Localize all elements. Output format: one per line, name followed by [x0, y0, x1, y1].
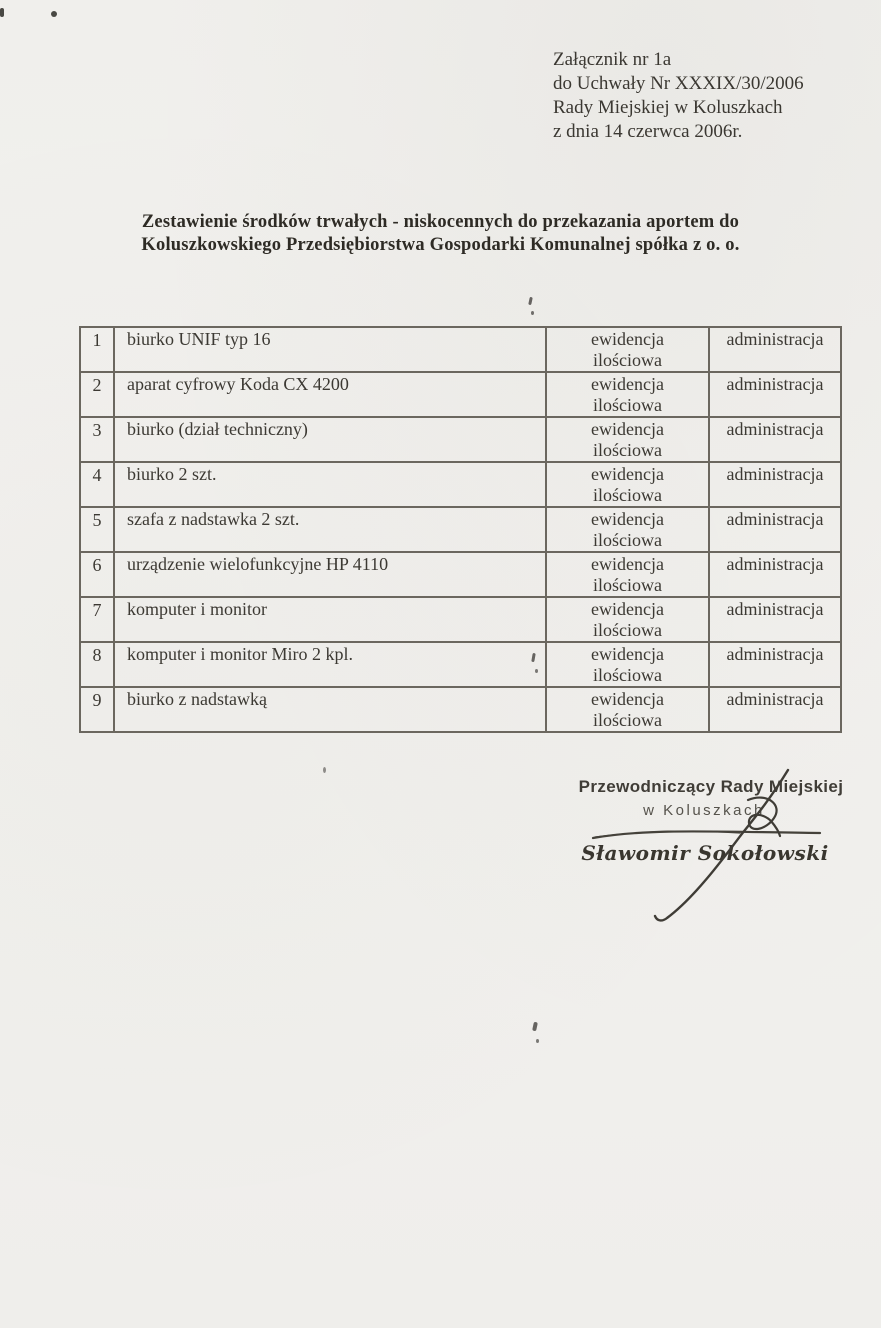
- table-row: [80, 507, 841, 552]
- department-cell: administracja: [709, 417, 841, 462]
- item-cell: biurko z nadstawką: [114, 687, 546, 732]
- record-type-cell: ewidencja ilościowa: [546, 552, 709, 597]
- row-number-cell: 2: [80, 372, 114, 417]
- record-type-cell: ewidencja ilościowa: [546, 597, 709, 642]
- record-type-cell: ewidencja ilościowa: [546, 327, 709, 372]
- stamp-location-line: w Koluszkach: [643, 802, 765, 819]
- department-cell: administracja: [709, 597, 841, 642]
- handwritten-signature-stroke: [555, 755, 855, 940]
- header-resolution-line: do Uchwały Nr XXXIX/30/2006: [553, 73, 804, 94]
- header-attachment-line: Załącznik nr 1a: [553, 49, 672, 70]
- stamp-title-line: Przewodniczący Rady Miejskiej: [578, 777, 844, 796]
- item-cell: aparat cyfrowy Koda CX 4200: [114, 372, 546, 417]
- scan-speck: [51, 11, 57, 17]
- stamp-signer-name: Sławomir Sokołowski: [581, 841, 829, 865]
- table-row: [80, 417, 841, 462]
- row-number-cell: 7: [80, 597, 114, 642]
- item-cell: urządzenie wielofunkcyjne HP 4110: [114, 552, 546, 597]
- item-cell: szafa z nadstawka 2 szt.: [114, 507, 546, 552]
- table-row: [80, 642, 841, 687]
- title-line-1: Zestawienie środków trwałych - niskocennych do przekazania aportem do: [141, 212, 740, 232]
- row-number-cell: 4: [80, 462, 114, 507]
- record-type-cell: ewidencja ilościowa: [546, 507, 709, 552]
- row-number-cell: 6: [80, 552, 114, 597]
- scan-speck: [323, 767, 326, 773]
- scan-speck: [531, 311, 534, 315]
- item-cell: biurko 2 szt.: [114, 462, 546, 507]
- row-number-cell: 3: [80, 417, 114, 462]
- header-council-line: Rady Miejskiej w Koluszkach: [553, 97, 783, 118]
- inventory-table: [79, 326, 842, 733]
- row-number-cell: 9: [80, 687, 114, 732]
- scan-speck: [528, 297, 533, 305]
- item-cell: komputer i monitor Miro 2 kpl.: [114, 642, 546, 687]
- document-title: [51, 211, 831, 257]
- title-line-2: Koluszkowskiego Przedsiębiorstwa Gospodarki Komunalnej spółka z o. o.: [141, 235, 740, 255]
- department-cell: administracja: [709, 462, 841, 507]
- record-type-cell: ewidencja ilościowa: [546, 687, 709, 732]
- table-row: [80, 462, 841, 507]
- scan-speck: [536, 1039, 539, 1043]
- item-cell: biurko UNIF typ 16: [114, 327, 546, 372]
- table-row: [80, 687, 841, 732]
- department-cell: administracja: [709, 552, 841, 597]
- document-header-block: [553, 48, 804, 144]
- record-type-cell: ewidencja ilościowa: [546, 462, 709, 507]
- table-row: [80, 552, 841, 597]
- department-cell: administracja: [709, 642, 841, 687]
- record-type-cell: ewidencja ilościowa: [546, 372, 709, 417]
- record-type-cell: ewidencja ilościowa: [546, 642, 709, 687]
- scan-speck: [0, 8, 4, 17]
- row-number-cell: 8: [80, 642, 114, 687]
- scan-speck: [532, 1022, 538, 1032]
- department-cell: administracja: [709, 372, 841, 417]
- table-row: [80, 597, 841, 642]
- department-cell: administracja: [709, 507, 841, 552]
- table-row: [80, 372, 841, 417]
- department-cell: administracja: [709, 687, 841, 732]
- row-number-cell: 5: [80, 507, 114, 552]
- item-cell: komputer i monitor: [114, 597, 546, 642]
- department-cell: administracja: [709, 327, 841, 372]
- row-number-cell: 1: [80, 327, 114, 372]
- record-type-cell: ewidencja ilościowa: [546, 417, 709, 462]
- item-cell: biurko (dział techniczny): [114, 417, 546, 462]
- table-row: [80, 327, 841, 372]
- header-date-line: z dnia 14 czerwca 2006r.: [553, 121, 743, 142]
